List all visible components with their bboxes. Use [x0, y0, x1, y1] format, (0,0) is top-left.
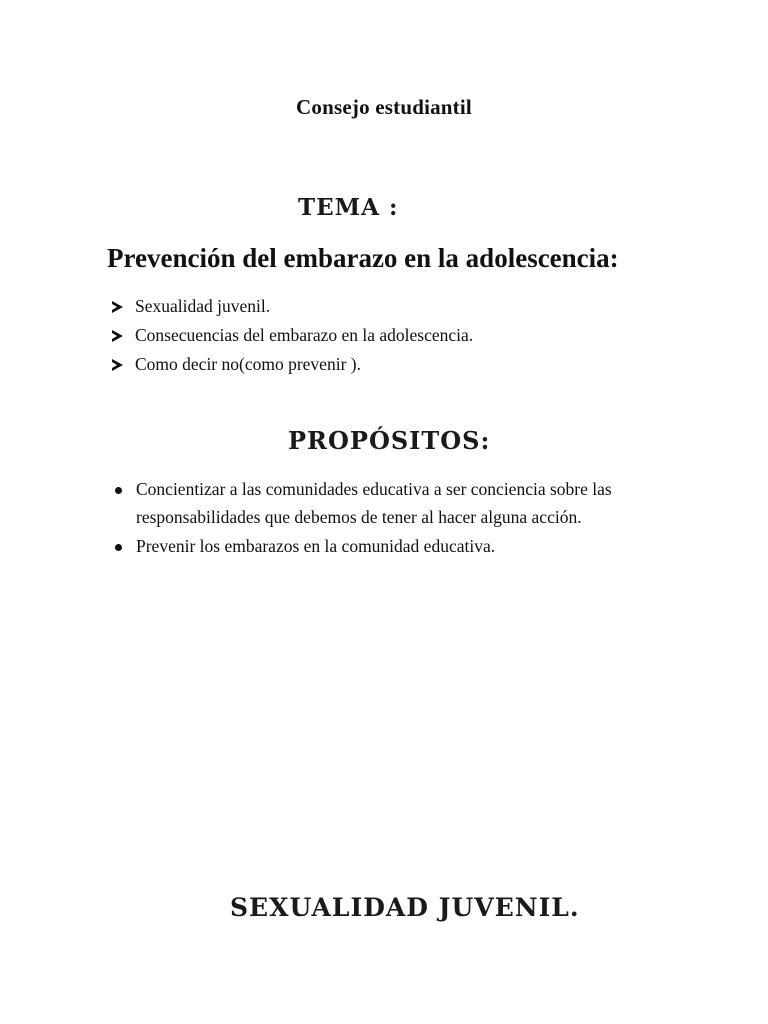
list-item [112, 321, 473, 350]
topic-text: Como decir no(como prevenir ). [135, 354, 361, 374]
section-heading: SEXUALIDAD JUVENIL. [230, 893, 580, 922]
dot-bullet-icon [115, 544, 122, 551]
arrow-bullet-icon [112, 359, 123, 371]
tema-label: TEMA : [298, 194, 399, 221]
list-item [112, 350, 473, 379]
purposes-label: PROPÓSITOS: [288, 426, 491, 455]
list-item [112, 533, 652, 561]
list-item [112, 292, 473, 321]
list-item [112, 476, 652, 531]
arrow-bullet-icon [112, 301, 123, 313]
topic-text: Sexualidad juvenil. [135, 296, 271, 316]
purpose-text: Prevenir los embarazos en la comunidad educativa. [136, 536, 496, 556]
arrow-bullet-icon [112, 330, 123, 342]
dot-bullet-icon [115, 487, 122, 494]
topics-list [112, 292, 473, 379]
main-title: Prevención del embarazo en la adolescencia: [107, 243, 619, 273]
purpose-text: Concientizar a las comunidades educativa a ser conciencia sobre las responsabilidades que debemos de tener al hacer alguna acción. [136, 479, 612, 527]
topic-text: Consecuencias del embarazo en la adolescencia. [135, 325, 474, 345]
purposes-list [112, 476, 652, 563]
organization-title: Consejo estudiantil [296, 95, 472, 119]
